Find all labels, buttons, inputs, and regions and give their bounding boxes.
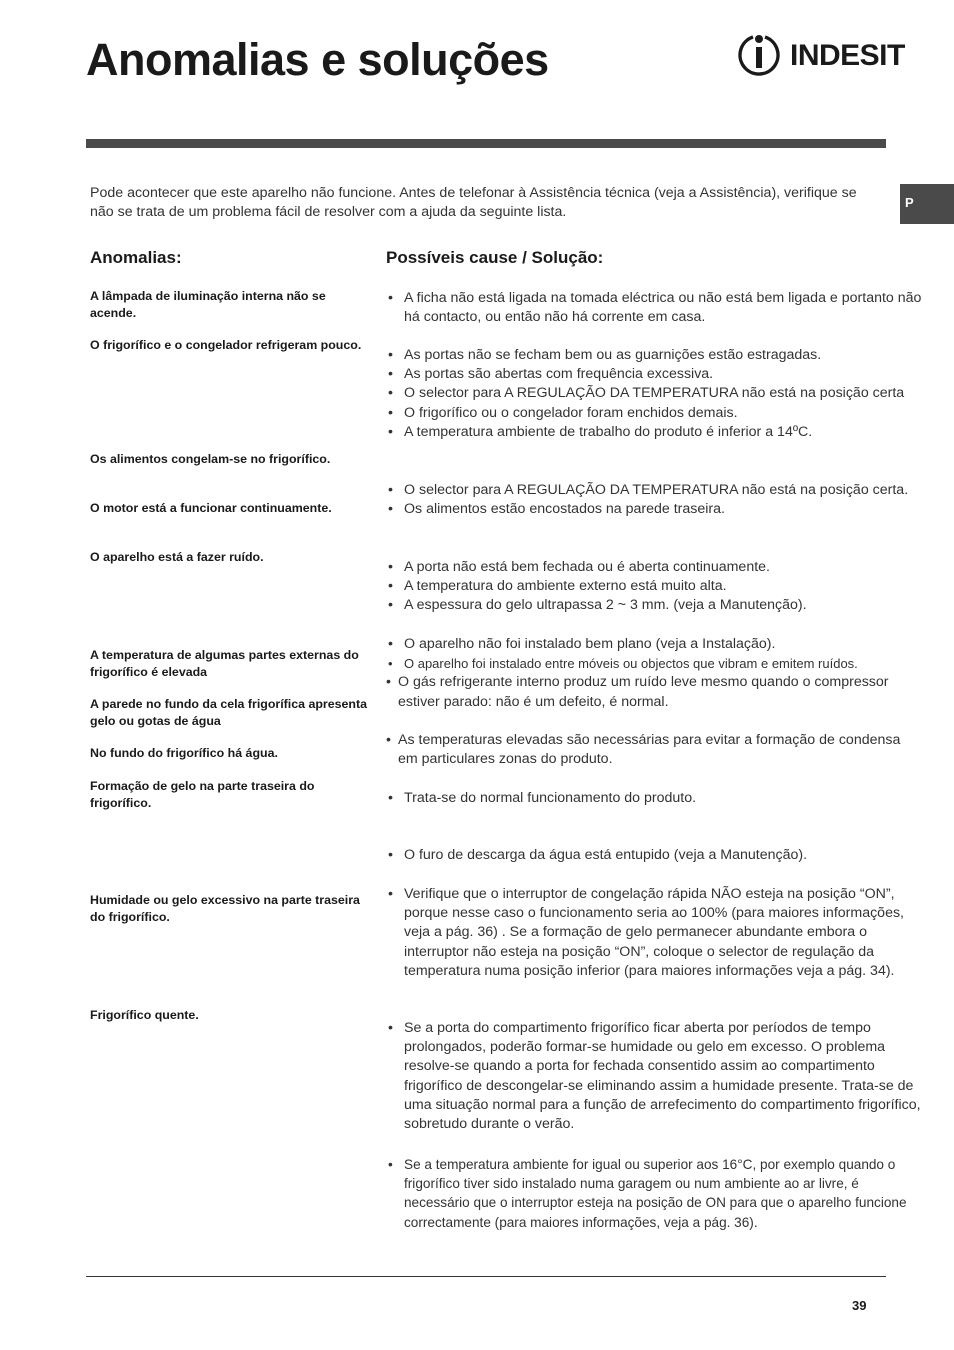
anomaly-item: Formação de gelo na parte traseira do frigorífico. xyxy=(90,779,315,810)
solution-group xyxy=(386,289,922,327)
solution-group xyxy=(386,846,922,865)
solution-group xyxy=(386,346,922,442)
solution-item: • As portas não se fecham bem ou as guarnições estão estragadas. xyxy=(386,346,922,365)
solution-item: • O aparelho não foi instalado bem plano (veja a Instalação). xyxy=(386,635,922,654)
solution-item: • A temperatura do ambiente externo está muito alta. xyxy=(386,577,922,596)
solution-group xyxy=(386,1019,922,1134)
solution-item: • Verifique que o interruptor de congelação rápida NÃO esteja na posição “ON”, porque nesse caso o funcionamento seria ao 100% (para maiores informações, veja a pág. 36) . Se a formação de gelo permanecer abundante embora o interruptor não esteja na posição “ON”, coloque o selector de regulação da temperatura numa posição inferior (para maiores informações veja a pág. 34). xyxy=(386,885,922,981)
anomaly-item: A temperatura de algumas partes externas do frigorífico é elevada xyxy=(90,648,359,679)
anomalies-heading: Anomalias: xyxy=(90,248,182,267)
solution-item: • As portas são abertas com frequência excessiva. xyxy=(386,365,922,384)
brand-logo xyxy=(738,32,905,80)
solution-item: • O gás refrigerante interno produz um ruído leve mesmo quando o compressor estiver parado: não é um defeito, é normal. xyxy=(386,673,922,711)
anomaly-item: O frigorífico e o congelador refrigeram pouco. xyxy=(90,338,362,352)
solution-item: • Se a temperatura ambiente for igual ou superior aos 16°C, por exemplo quando o frigorífico tiver sido instalado numa garagem ou num ambiente ao ar livre, é necessário que o interruptor esteja na posição de ON para que o aparelho funcione correctamente (para maiores informações, veja a pág. 36). xyxy=(386,1155,922,1232)
language-tab-label: P xyxy=(905,195,914,210)
solution-group xyxy=(386,481,922,519)
solution-item: • O aparelho foi instalado entre móveis ou objectos que vibram e emitem ruídos. xyxy=(386,654,922,673)
anomaly-item: O motor está a funcionar continuamente. xyxy=(90,501,332,515)
solution-item: • As temperaturas elevadas são necessárias para evitar a formação de condensa em particulares zonas do produto. xyxy=(386,731,922,769)
solution-item: • Os alimentos estão encostados na parede traseira. xyxy=(386,500,922,519)
solution-item: • A espessura do gelo ultrapassa 2 ~ 3 mm. (veja a Manutenção). xyxy=(386,596,922,615)
anomaly-item: Os alimentos congelam-se no frigorífico. xyxy=(90,452,331,466)
solution-item: • O selector para A REGULAÇÃO DA TEMPERATURA não está na posição certa xyxy=(386,384,922,403)
solutions-heading: Possíveis cause / Solução: xyxy=(386,248,604,267)
solution-item: • O furo de descarga da água está entupido (veja a Manutenção). xyxy=(386,846,922,865)
solution-group xyxy=(386,789,922,808)
anomaly-item: No fundo do frigorífico há água. xyxy=(90,746,278,760)
anomaly-item: Frigorífico quente. xyxy=(90,1008,199,1022)
anomaly-item: A parede no fundo da cela frigorífica apresenta gelo ou gotas de água xyxy=(90,697,368,728)
solution-item: • Trata-se do normal funcionamento do produto. xyxy=(386,789,922,808)
anomaly-item: A lâmpada de iluminação interna não se acende. xyxy=(90,289,326,320)
solution-group xyxy=(386,1155,922,1232)
indesit-logo-icon xyxy=(738,32,780,78)
brand-wordmark: INDESIT xyxy=(790,39,905,72)
solution-group xyxy=(386,558,922,616)
language-tab xyxy=(900,184,954,224)
solution-group xyxy=(386,885,922,981)
solution-group xyxy=(386,731,922,769)
solution-item: • A temperatura ambiente de trabalho do produto é inferior a 14ºC. xyxy=(386,423,922,442)
anomaly-item: O aparelho está a fazer ruído. xyxy=(90,550,264,564)
footer-rule xyxy=(86,1276,886,1277)
solution-item: • O frigorífico ou o congelador foram enchidos demais. xyxy=(386,404,922,423)
page-number: 39 xyxy=(852,1298,867,1313)
anomaly-item: Humidade ou gelo excessivo na parte traseira do frigorífico. xyxy=(90,893,360,924)
solution-item: • Se a porta do compartimento frigorífico ficar aberta por períodos de tempo prolongados, poderão formar-se humidade ou gelo em excesso. O problema resolve-se quando a porta for fechada consentido assim ao compartimento frigorífico de descongelar-se eliminando assim a humidade presente. Trata-se de uma situação normal para a função de arrefecimento do compartimento frigorífico, sobretudo durante o verão. xyxy=(386,1019,922,1134)
page-title: Anomalias e soluções xyxy=(86,34,549,85)
header-rule xyxy=(86,139,886,148)
solution-group xyxy=(386,635,922,712)
solution-item: • A porta não está bem fechada ou é aberta continuamente. xyxy=(386,558,922,577)
solution-item: • O selector para A REGULAÇÃO DA TEMPERATURA não está na posição certa. xyxy=(386,481,922,500)
solution-item: • A ficha não está ligada na tomada eléctrica ou não está bem ligada e portanto não há contacto, ou então não há corrente em casa. xyxy=(386,289,922,327)
intro-text: Pode acontecer que este aparelho não funcione. Antes de telefonar à Assistência técnica (veja a Assistência), verifique se não se trata de um problema fácil de resolver com a ajuda da seguinte lista. xyxy=(90,185,857,220)
